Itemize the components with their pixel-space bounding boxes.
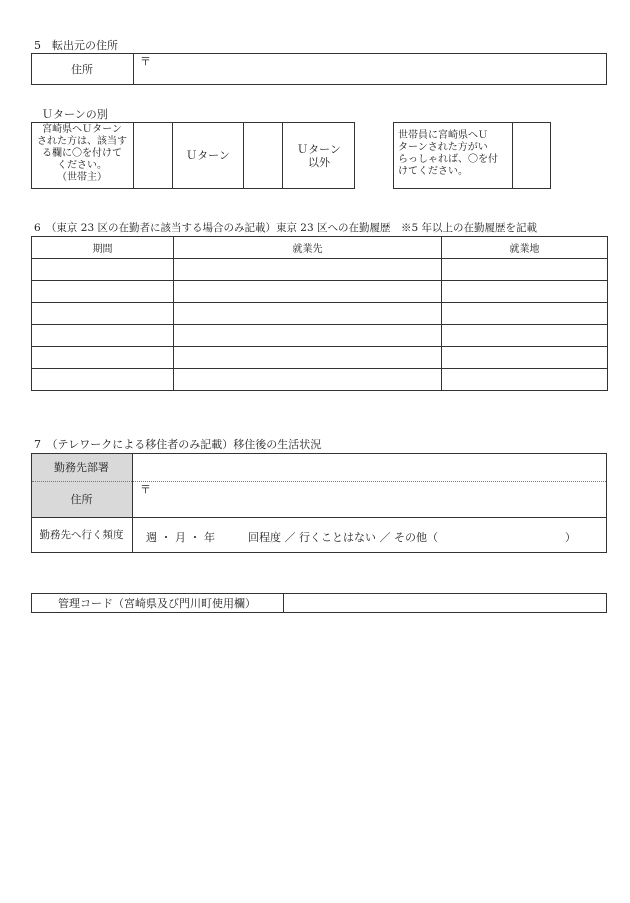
household-question — [398, 130, 510, 178]
origin-address-divider — [133, 53, 134, 85]
uturn-other-option-label — [283, 122, 355, 189]
period-cell[interactable] — [32, 259, 174, 281]
location-cell[interactable] — [442, 325, 608, 347]
frequency-options[interactable]: 週 ・ 月 ・ 年 回程度 ／ 行くことはない ／ その他（ — [146, 531, 438, 544]
household-question-line: けてください。 — [398, 166, 468, 177]
living-address-label: 住所 — [70, 493, 93, 506]
employer-cell[interactable] — [174, 369, 442, 391]
uturn-question-line: 宮崎県へＵターン — [42, 124, 122, 135]
uturn-other-line: Ｕターン — [297, 142, 341, 156]
uturn-other-circle-cell[interactable] — [244, 123, 282, 188]
living-divider — [132, 453, 133, 553]
period-cell[interactable] — [32, 347, 174, 369]
table-row — [32, 369, 608, 391]
frequency-label: 勤務先へ行く頻度 — [39, 529, 124, 541]
column-location: 就業地 — [442, 237, 608, 259]
period-cell[interactable] — [32, 281, 174, 303]
origin-address-label: 住所 — [71, 62, 93, 76]
employer-cell[interactable] — [174, 347, 442, 369]
household-question-line: らっしゃれば、〇を付 — [398, 154, 498, 165]
table-row — [32, 259, 608, 281]
household-question-line: 世帯員に宮崎県へＵ — [398, 130, 488, 141]
uturn-other-line: 以外 — [308, 155, 330, 169]
household-question-line: ターンされた方がい — [398, 142, 488, 153]
household-circle-cell[interactable] — [513, 123, 550, 188]
period-cell[interactable] — [32, 325, 174, 347]
location-cell[interactable] — [442, 347, 608, 369]
table-row — [32, 347, 608, 369]
section5-heading: 5 転出元の住所 — [34, 39, 118, 52]
period-cell[interactable] — [32, 369, 174, 391]
employer-cell[interactable] — [174, 325, 442, 347]
living-address-input[interactable] — [155, 484, 603, 514]
uturn-question-line: ください。 — [57, 160, 107, 171]
uturn-question — [32, 124, 132, 184]
table-row — [32, 303, 608, 325]
uturn-option-label: Ｕターン — [186, 149, 230, 162]
dept-input[interactable] — [137, 456, 603, 479]
uturn-question-line: された方は、該当す — [37, 136, 127, 147]
admin-code-label: 管理コード（宮崎県及び門川町使用欄） — [58, 596, 256, 610]
column-period: 期間 — [32, 237, 174, 259]
admin-code-input[interactable] — [288, 595, 603, 611]
section7-heading: 7 （テレワークによる移住者のみ記載）移住後の生活状況 — [34, 438, 322, 451]
section6-heading: 6 （東京 23 区の在勤者に該当する場合のみ記載）東京 23 区への在勤履歴 ※5 年以上の在勤履歴を記載 — [34, 222, 538, 234]
origin-postal-mark: 〒 — [140, 55, 151, 68]
work-history-table — [31, 236, 608, 391]
location-cell[interactable] — [442, 281, 608, 303]
uturn-heading: Ｕターンの別 — [42, 108, 108, 121]
column-employer: 就業先 — [174, 237, 442, 259]
location-cell[interactable] — [442, 259, 608, 281]
uturn-question-line: （世帯主） — [57, 172, 107, 183]
uturn-question-line: る欄に〇を付けて — [42, 148, 122, 159]
table-row — [32, 281, 608, 303]
origin-address-input[interactable] — [155, 55, 603, 82]
employer-cell[interactable] — [174, 281, 442, 303]
living-postal-mark: 〒 — [140, 483, 151, 496]
table-row — [32, 325, 608, 347]
period-cell[interactable] — [32, 303, 174, 325]
employer-cell[interactable] — [174, 259, 442, 281]
uturn-circle-cell[interactable] — [134, 123, 172, 188]
location-cell[interactable] — [442, 369, 608, 391]
frequency-close-paren: ） — [565, 531, 576, 544]
location-cell[interactable] — [442, 303, 608, 325]
employer-cell[interactable] — [174, 303, 442, 325]
admin-code-divider — [283, 593, 284, 613]
dept-label: 勤務先部署 — [54, 460, 109, 474]
